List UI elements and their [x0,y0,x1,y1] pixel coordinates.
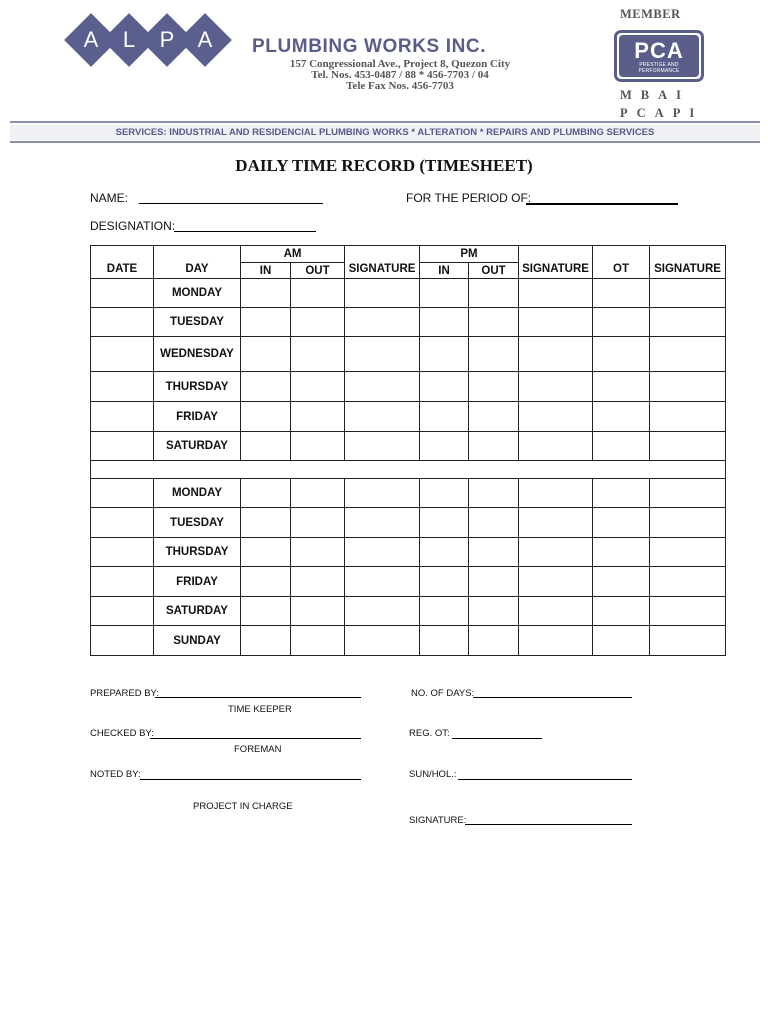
designation-field[interactable] [174,231,316,232]
am-signature-cell[interactable] [345,508,420,538]
table-row [91,279,726,308]
date-cell[interactable] [91,597,154,626]
week-separator-row [91,461,726,479]
pm-in-cell[interactable] [420,538,469,567]
am-in-cell[interactable] [241,508,291,538]
ot-signature-cell[interactable] [650,308,726,337]
header-pm-out: OUT [469,263,519,279]
noted-by-field[interactable] [140,779,361,780]
table-row [91,508,726,538]
no-of-days-field[interactable] [473,697,632,698]
logo-diamond: P [140,13,194,67]
logo-diamond: L [102,13,156,67]
pm-out-cell[interactable] [469,402,519,432]
table-row [91,538,726,567]
ot-signature-cell[interactable] [650,479,726,508]
table-row [91,372,726,402]
am-signature-cell[interactable] [345,372,420,402]
ot-cell[interactable] [593,308,650,337]
day-cell: WEDNESDAY [154,337,241,372]
ot-cell[interactable] [593,402,650,432]
ot-signature-cell[interactable] [650,567,726,597]
table-row [91,432,726,461]
am-in-cell[interactable] [241,308,291,337]
ot-cell[interactable] [593,479,650,508]
ot-cell[interactable] [593,279,650,308]
checked-by-label: CHECKED BY: [90,728,154,739]
day-cell: MONDAY [154,479,241,508]
pm-signature-cell[interactable] [519,567,593,597]
sun-hol-field[interactable] [458,779,632,780]
header-pm-signature: SIGNATURE [519,246,593,279]
am-out-cell[interactable] [291,432,345,461]
ot-cell[interactable] [593,626,650,656]
ot-signature-cell[interactable] [650,626,726,656]
pm-in-cell[interactable] [420,479,469,508]
am-in-cell[interactable] [241,279,291,308]
pm-signature-cell[interactable] [519,597,593,626]
ot-signature-cell[interactable] [650,372,726,402]
date-cell[interactable] [91,308,154,337]
ot-cell[interactable] [593,432,650,461]
pm-signature-cell[interactable] [519,508,593,538]
assoc-mbai: MBAI [620,88,691,102]
pca-letters: PCA [634,38,684,63]
pm-in-cell[interactable] [420,372,469,402]
prepared-by-label: PREPARED BY: [90,688,159,699]
table-row [91,402,726,432]
period-field[interactable] [526,203,678,205]
time-keeper-label: TIME KEEPER [228,704,292,715]
prepared-by-field[interactable] [155,697,361,698]
pm-signature-cell[interactable] [519,308,593,337]
timesheet-table [90,245,726,656]
day-cell: SUNDAY [154,626,241,656]
pm-in-cell[interactable] [420,279,469,308]
day-cell: FRIDAY [154,402,241,432]
pm-out-cell[interactable] [469,308,519,337]
pm-in-cell[interactable] [420,308,469,337]
foreman-label: FOREMAN [234,744,282,755]
day-cell: MONDAY [154,279,241,308]
pm-in-cell[interactable] [420,626,469,656]
project-in-charge-label: PROJECT IN CHARGE [193,801,293,812]
signature-label: SIGNATURE: [409,815,467,826]
pm-signature-cell[interactable] [519,372,593,402]
am-out-cell[interactable] [291,479,345,508]
day-cell: TUESDAY [154,308,241,337]
am-in-cell[interactable] [241,626,291,656]
noted-by-label: NOTED BY: [90,769,141,780]
pm-out-cell[interactable] [469,372,519,402]
header-day: DAY [154,246,241,279]
company-address: 157 Congressional Ave., Project 8, Quezon City [289,58,511,70]
pca-badge-icon [614,30,704,82]
name-field[interactable] [139,203,323,204]
pm-signature-cell[interactable] [519,402,593,432]
header-pm-in: IN [420,263,469,279]
company-fax: Tele Fax Nos. 456-7703 [346,80,454,92]
am-in-cell[interactable] [241,337,291,372]
header-am-out: OUT [291,263,345,279]
pm-in-cell[interactable] [420,597,469,626]
am-in-cell[interactable] [241,479,291,508]
assoc-pcapi: PCAPI [620,106,704,120]
member-label: MEMBER [620,7,681,21]
date-cell[interactable] [91,626,154,656]
am-signature-cell[interactable] [345,626,420,656]
header-am-signature: SIGNATURE [345,246,420,279]
am-signature-cell[interactable] [345,597,420,626]
am-signature-cell[interactable] [345,337,420,372]
header-date: DATE [91,246,154,279]
table-row [91,479,726,508]
table-row [91,308,726,337]
logo-diamond: A [64,13,118,67]
am-in-cell[interactable] [241,402,291,432]
day-cell: SATURDAY [154,432,241,461]
reg-ot-field[interactable] [452,738,542,739]
pm-in-cell[interactable] [420,508,469,538]
pm-signature-cell[interactable] [519,337,593,372]
ot-signature-cell[interactable] [650,337,726,372]
table-row [91,626,726,656]
ot-cell[interactable] [593,372,650,402]
header-am: AM [241,246,345,263]
date-cell[interactable] [91,279,154,308]
name-label: NAME: [90,191,129,205]
am-out-cell[interactable] [291,508,345,538]
am-out-cell[interactable] [291,372,345,402]
header-rule-top [10,121,760,123]
ot-signature-cell[interactable] [650,279,726,308]
no-of-days-label: NO. OF DAYS: [411,688,475,699]
am-out-cell[interactable] [291,626,345,656]
date-cell[interactable] [91,508,154,538]
pm-out-cell[interactable] [469,279,519,308]
pm-signature-cell[interactable] [519,626,593,656]
pm-in-cell[interactable] [420,337,469,372]
header-ot: OT [593,246,650,279]
day-cell: THURSDAY [154,538,241,567]
pm-in-cell[interactable] [420,402,469,432]
table-row [91,597,726,626]
day-cell: TUESDAY [154,508,241,538]
day-cell: SATURDAY [154,597,241,626]
ot-signature-cell[interactable] [650,508,726,538]
am-in-cell[interactable] [241,538,291,567]
logo-diamond: A [178,13,232,67]
pm-signature-cell[interactable] [519,538,593,567]
day-cell: THURSDAY [154,372,241,402]
pm-out-cell[interactable] [469,597,519,626]
date-cell[interactable] [91,337,154,372]
ot-signature-cell[interactable] [650,432,726,461]
pm-out-cell[interactable] [469,479,519,508]
am-out-cell[interactable] [291,597,345,626]
period-label: FOR THE PERIOD OF: [406,191,532,205]
pm-in-cell[interactable] [420,432,469,461]
company-tel: Tel. Nos. 453-0487 / 88 * 456-7703 / 04 [311,69,489,81]
services-banner: SERVICES: INDUSTRIAL AND RESIDENCIAL PLUMBING WORKS * ALTERATION * REPAIRS AND PLUMBING SERVICES [10,125,760,140]
am-signature-cell[interactable] [345,432,420,461]
pm-signature-cell[interactable] [519,479,593,508]
date-cell[interactable] [91,538,154,567]
sun-hol-label: SUN/HOL.: [409,769,457,780]
am-out-cell[interactable] [291,402,345,432]
page-title: DAILY TIME RECORD (TIMESHEET) [235,156,533,175]
am-in-cell[interactable] [241,432,291,461]
pm-out-cell[interactable] [469,337,519,372]
am-in-cell[interactable] [241,567,291,597]
date-cell[interactable] [91,479,154,508]
am-out-cell[interactable] [291,308,345,337]
ot-signature-cell[interactable] [650,402,726,432]
pm-out-cell[interactable] [469,508,519,538]
company-name: PLUMBING WORKS INC. [252,36,487,57]
day-cell: FRIDAY [154,567,241,597]
checked-by-field[interactable] [150,738,361,739]
pca-tagline: PRESTIGE AND PERFORMANCE [638,62,680,74]
pm-signature-cell[interactable] [519,432,593,461]
am-in-cell[interactable] [241,372,291,402]
am-out-cell[interactable] [291,337,345,372]
am-signature-cell[interactable] [345,567,420,597]
date-cell[interactable] [91,432,154,461]
am-signature-cell[interactable] [345,279,420,308]
date-cell[interactable] [91,567,154,597]
header-ot-signature: SIGNATURE [650,246,726,279]
am-out-cell[interactable] [291,567,345,597]
am-signature-cell[interactable] [345,538,420,567]
am-signature-cell[interactable] [345,402,420,432]
header-pm: PM [420,246,519,263]
pm-out-cell[interactable] [469,626,519,656]
am-out-cell[interactable] [291,538,345,567]
pm-signature-cell[interactable] [519,279,593,308]
ot-signature-cell[interactable] [650,538,726,567]
ot-cell[interactable] [593,597,650,626]
table-row [91,567,726,597]
designation-label: DESIGNATION: [90,219,176,233]
signature-field[interactable] [465,824,632,825]
reg-ot-label: REG. OT: [409,728,450,739]
table-row [91,337,726,372]
alpa-logo [66,20,218,72]
ot-cell[interactable] [593,337,650,372]
pm-out-cell[interactable] [469,432,519,461]
ot-cell[interactable] [593,508,650,538]
date-cell[interactable] [91,372,154,402]
week-separator [91,461,726,479]
header-rule-bottom [10,141,760,143]
pm-out-cell[interactable] [469,538,519,567]
am-out-cell[interactable] [291,279,345,308]
am-in-cell[interactable] [241,597,291,626]
am-signature-cell[interactable] [345,308,420,337]
ot-cell[interactable] [593,538,650,567]
pm-in-cell[interactable] [420,567,469,597]
ot-signature-cell[interactable] [650,597,726,626]
pm-out-cell[interactable] [469,567,519,597]
date-cell[interactable] [91,402,154,432]
am-signature-cell[interactable] [345,479,420,508]
header-am-in: IN [241,263,291,279]
ot-cell[interactable] [593,567,650,597]
